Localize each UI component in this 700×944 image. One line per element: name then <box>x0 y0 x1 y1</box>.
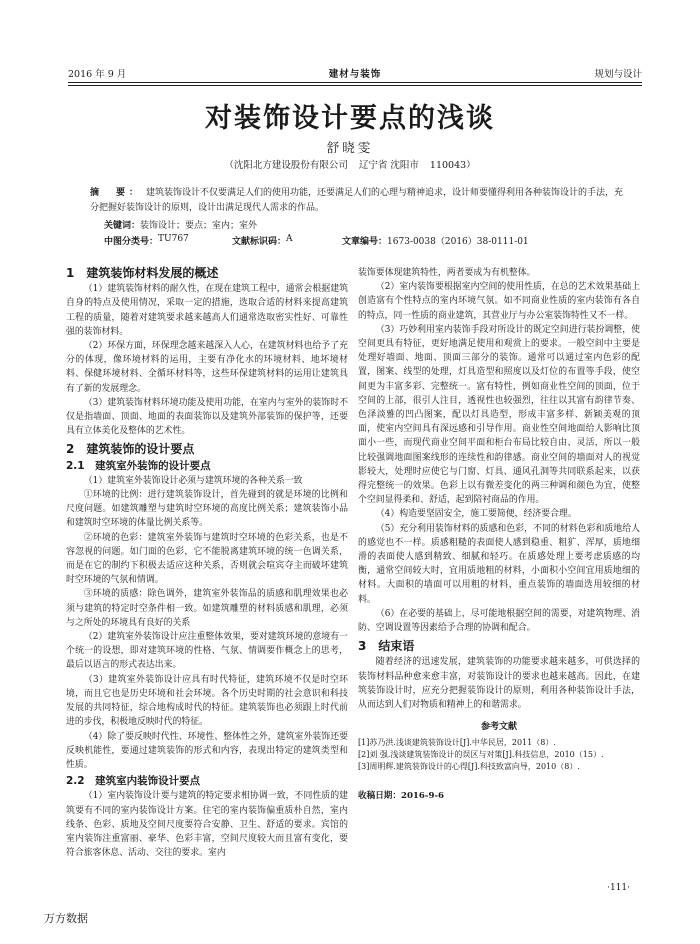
footer-watermark: 万方数据 <box>44 912 88 925</box>
doc-code-field: 文献标识码： A <box>232 234 293 247</box>
clc-field: 中图分类号： TU767 <box>104 234 189 247</box>
subsection-heading: 2.1 建筑室外装饰的设计要点 <box>66 459 211 472</box>
paragraph: （5）充分利用装饰材料的质感和色彩，不同的材料色彩和质地给人的感觉也不一样。质感粗糙的表面使人感到稳重、粗犷、浑厚，质地细滑的表面使人感到精致、细腻和轻巧。在质感处理上要考虑质感的均衡，通常空间较大时，宜用质地粗的材料，小面积小空间宜用质地细的材料。大面积的墙面可以用粗的材料，重点装饰的墙面选用较细的材料。 <box>358 523 640 605</box>
header-rule-thin <box>68 85 642 86</box>
paragraph: ②环境的色彩：建筑室外装饰与建筑时空环境的色彩关系，也是不容忽视的问题。如门面的色彩，它不能脱离建筑环境的统一色调关系，而是在它的制约下积极去适应这种关系，否则就会喧宾夺主而破坏建筑时空环境的气氛和情调。 <box>66 532 348 586</box>
references-heading: 参考文献 <box>480 722 517 733</box>
paragraph: （1）室内装饰设计要与建筑的特定要求相协调一致，不同性质的建筑要有不同的室内装饰设计方案。住宅的室内装饰偏重质朴自然，室内线条、色彩、质地及空间尺度要符合安静、卫生、舒适的要求。宾馆的室内装饰注重富丽、豪华、色彩丰富，空间尺度较大而且富有变化，要符合旅客休息、活动、交往的要求。室内 <box>66 791 348 859</box>
affiliation-place: 辽宁省 沈阳市 <box>358 160 419 171</box>
affiliation-zip: 110043） <box>429 160 476 171</box>
doc-code-value: A <box>286 234 293 244</box>
article-title: 对装饰设计要点的浅谈 <box>205 103 495 134</box>
article-number-value: 1673-0038（2016）38-0111-01 <box>387 237 529 247</box>
header-journal: 建材与装饰 <box>328 69 382 80</box>
reference-item: [1]苏乃洪.浅谈建筑装饰设计[J].中华民居，2011（8）. <box>358 737 556 747</box>
abstract <box>90 186 630 216</box>
header-date: 2016 年 9 月 <box>68 69 127 80</box>
subsection-heading: 2.2 建筑室内装饰设计要点 <box>66 775 201 788</box>
paragraph: 装饰要体现建筑特性，两者要成为有机整体。 <box>358 268 536 278</box>
paragraph: （6）在必要的基础上，尽可能地根据空间的需要，对建筑物理、消防、空调设置等因素给予合理的协调和配合。 <box>358 608 640 634</box>
paragraph: ③环境的质感：除色调外，建筑室外装饰品的质感和肌理效果也必须与建筑的特定时空条件相一致。如建筑雕塑的材料质感和肌理，必须与之所处的环境具有良好的关系 <box>66 589 348 628</box>
keywords-label: 关键词： <box>104 221 141 231</box>
page-number: ·111· <box>607 883 630 893</box>
reference-item: [3]周明辉.建筑装饰设计的心得[J].科技致富向导，2010（8）. <box>358 761 580 771</box>
paragraph: （3）建筑装饰材料环境功能及使用功能，在室内与室外的装饰时不仅是指墙面、顶面、地面的表面装饰以及建筑外部装饰的保护等，还要具有立体美化及整体的艺术性。 <box>66 397 348 437</box>
affiliation-org: （沈阳北方建设股份有限公司 <box>224 160 348 171</box>
keywords-text: 装饰设计；要点；室内；室外 <box>140 221 258 231</box>
paragraph: 随着经济的迅速发展，建筑装饰的功能要求越来越多，可供选择的装饰材料品种愈来愈丰富，对装饰设计的要求也越来越高。因此，在建筑装饰设计时，应充分把握装饰设计的原则，利用各种装饰设计手法，从而达到人们对物质和精神上的和谐需求。 <box>358 657 640 711</box>
section-heading: 2 建筑装饰的设计要点 <box>66 442 195 457</box>
paragraph: （2）环保方面，环保理念越来越深入人心，在建筑材料也给予了充分的体现，像环境材料的运用，主要有净化水的环境材料、地坏境材料、保健环境材料、全循环材料等，这些环保建筑材料的运用让建筑具有了新的发展理念。 <box>66 341 348 394</box>
paragraph: （4）除了要反映时代性、环境性、整体性之外，建筑室外装饰还要反映机能性，要通过建筑装饰的形式和内容，表现出特定的建筑类型和性质。 <box>66 731 348 770</box>
received-date: 收稿日期：2016-9-6 <box>358 790 444 801</box>
paragraph: （3）建筑室外装饰设计应具有时代特征，建筑环境不仅是时空环境，而且它也是历史环境和社会环境。各个历史时期的社会意识和科技发展的共同特征，综合地构成时代的特征。建筑装饰也必须跟上时代前进的步伐，积极地反映时代的特征。 <box>66 674 348 728</box>
affiliation <box>0 157 700 171</box>
right-column <box>358 266 640 803</box>
abstract-label: 摘 要： <box>90 188 143 198</box>
keywords <box>104 218 257 231</box>
paragraph: （1）建筑装饰材料的耐久性，在现在建筑工程中，通常会根据建筑自身的特点及使用情况，采取一定的措施，选取合适的材料来提高建筑工程的质量，随着对建筑要求越来越高人们通常选取密实性好、可靠性强的装饰材料。 <box>66 284 348 337</box>
header-section: 规划与设计 <box>594 69 642 80</box>
paragraph: （1）建筑室外装饰设计必须与建筑环境的各种关系一致 <box>83 475 303 486</box>
paragraph: （3）巧妙利用室内装饰手段对所设计的既定空间进行装扮调整，使空间更具有特征，更好地满足使用和观赏上的要求。一般空间中主要是处理好墙面、地面、顶面三部分的装饰。通常可以通过室内色彩的配置，图案、线型的处理，灯具造型和照度以及灯位的布置等手段，使空间更为丰富多彩、完整统一。富有特性，例如商业性空间的顶面，位于空间的上部，很引人注目，透视性也较强烈，往往以其富有韵律节奏、色泽淡雅的凹凸图案，配以灯具造型，形成丰富多样、新颖美观的顶面，使室内空间具有深远感和引导作用。商业性空间地面给人影响比顶面小一些，而现代商业空间平面和柜台布局比较自由、灵活，所以一般比较强调地面图案线形的连续性和韵律感。商业空间的墙面对人的视觉影较大，处理时应使它与门窗、灯具、通风孔洞等共同联系起来，以获得完整统一的效果。色彩上以有微差变化的两三种调和颜色为宜，使整个空间显得柔和、舒适，起到陪衬商品的作用。 <box>358 324 640 506</box>
paragraph: （2）室内装饰要根据室内空间的使用性质，在总的艺术效果基础上创造富有个性特点的室内环境气氛。如不同商业性质的室内装饰有各自的特点，同一性质的商业建筑，其营业厅与办公室装饰特性又不一样。 <box>358 282 640 321</box>
abstract-text: 建筑装饰设计不仅要满足人们的使用功能，还要满足人们的心理与精神追求，设计师要懂得利用各种装饰设计的手法，充分把握好装饰设计的原则，设计出满足现代人需求的作品。 <box>90 188 624 213</box>
article-number-field: 文章编号： 1673-0038（2016）38-0111-01 <box>342 234 387 247</box>
paragraph: ①环境的比例：进行建筑装饰设计，首先碰到的就是环境的比例和尺度问题。如建筑雕塑与建筑时空环境的高度比例关系；建筑装饰小品和建筑时空环境的体量比例关系等。 <box>66 490 348 529</box>
paragraph: （2）建筑室外装饰设计应注重整体效果，要对建筑环境的意境有一个统一的设想，即对建筑环境的性格、气氛、情调要作概念上的思考，最后以语言的形式表达出来。 <box>66 632 348 671</box>
running-header <box>68 66 642 82</box>
section-heading: 1 建筑装饰材料发展的概述 <box>66 266 219 280</box>
header-rule <box>68 82 642 83</box>
section-heading: 3 结束语 <box>358 639 415 654</box>
reference-item: [2]刘 强.浅谈建筑装饰设计的误区与对策[J].科技信息，2010（15）. <box>358 749 604 759</box>
paragraph: （4）构造要坚固安全，施工要简便，经济要合理。 <box>375 509 577 520</box>
left-column <box>66 262 348 860</box>
author-name: 舒晓雯 <box>326 140 374 155</box>
clc-value: TU767 <box>158 234 189 244</box>
